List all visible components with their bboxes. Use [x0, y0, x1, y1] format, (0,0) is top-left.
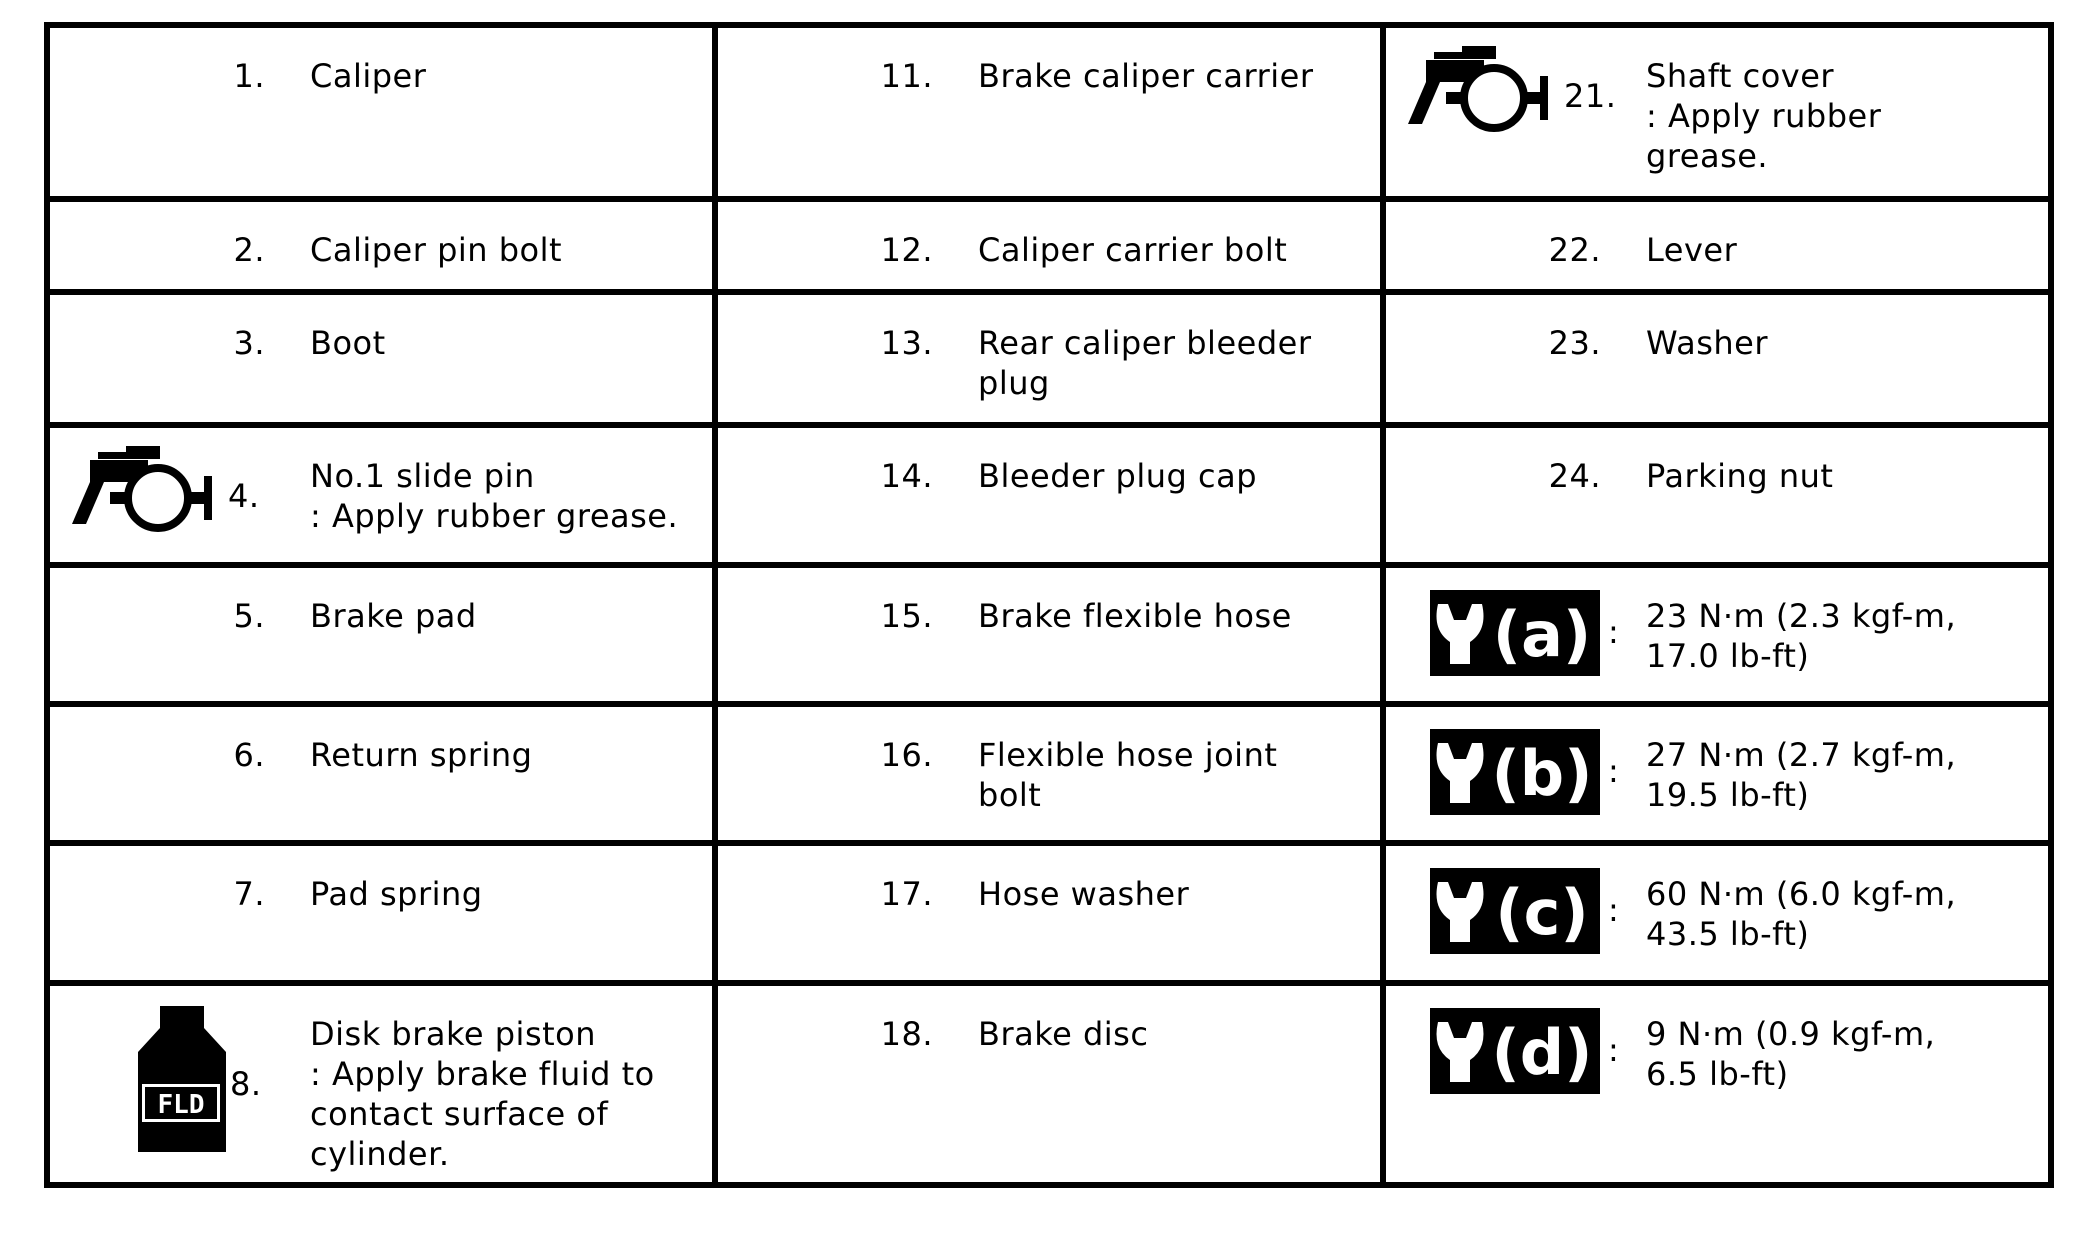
description-line: Rear caliper bleeder [978, 323, 1312, 362]
description-line: 6.5 lb-ft) [1646, 1054, 1789, 1093]
description-line: 19.5 lb-ft) [1646, 776, 1810, 814]
table-cell [47, 704, 715, 843]
part-description [978, 456, 1368, 496]
table-cell [715, 199, 1383, 292]
grease-gun-icon [70, 446, 220, 536]
part-number: 23. [1548, 323, 1601, 362]
description-line: 17.0 lb-ft) [1646, 636, 1810, 675]
table-cell [1383, 425, 2051, 564]
table-cell [47, 425, 715, 564]
part-number: 17. [880, 875, 933, 914]
table-cell [47, 25, 715, 199]
description-line: 23 N·m (2.3 kgf-m, [1646, 596, 1957, 635]
parts-table [44, 22, 2054, 1188]
table-cell [715, 843, 1383, 982]
part-number: 16. [880, 736, 933, 774]
part-number: 14. [880, 457, 933, 496]
torque-spec [1646, 1014, 2036, 1094]
parts-table-body [47, 25, 2051, 1185]
svg-text:(b): (b) [1491, 737, 1593, 810]
table-cell [47, 199, 715, 292]
part-number: 8. [230, 1064, 262, 1103]
table-cell [715, 983, 1383, 1185]
table-cell [1383, 843, 2051, 982]
table-row [47, 704, 2051, 843]
description-line: Pad spring [310, 875, 483, 914]
description-line: 60 N·m (6.0 kgf-m, [1646, 875, 1957, 914]
part-number: 18. [880, 1014, 933, 1053]
description-line: Return spring [310, 736, 533, 774]
part-description [1646, 230, 2036, 270]
part-description [310, 1014, 700, 1174]
svg-text:FLD: FLD [157, 1089, 205, 1120]
table-cell [715, 704, 1383, 843]
part-description [310, 230, 700, 270]
part-description [978, 735, 1368, 815]
description-line: : Apply rubber [1646, 97, 1882, 135]
part-number: 6. [233, 736, 265, 774]
description-line: : Apply brake fluid to [310, 1054, 655, 1093]
part-number: 13. [880, 323, 933, 362]
description-line: Brake pad [310, 596, 477, 635]
part-description [310, 56, 700, 96]
description-line: Boot [310, 323, 386, 362]
grease-gun-icon [1406, 46, 1556, 136]
part-description [978, 874, 1368, 914]
description-line: Brake disc [978, 1014, 1149, 1053]
description-line: Bleeder plug cap [978, 457, 1258, 496]
part-description [310, 874, 700, 914]
part-number: 3. [233, 323, 265, 362]
part-number: 2. [233, 230, 265, 269]
table-cell [1383, 292, 2051, 425]
torque-spec [1646, 596, 2036, 676]
part-number: 11. [880, 57, 933, 95]
table-cell [715, 425, 1383, 564]
part-description [310, 596, 700, 636]
description-line: Brake flexible hose [978, 596, 1292, 635]
description-line: : Apply rubber grease. [310, 497, 679, 536]
table-cell [715, 565, 1383, 704]
part-description [978, 323, 1368, 403]
description-line: Hose washer [978, 875, 1190, 914]
table-row [47, 292, 2051, 425]
part-description [978, 596, 1368, 636]
table-row [47, 983, 2051, 1185]
part-number: 12. [880, 230, 933, 269]
description-line: bolt [978, 776, 1042, 814]
part-number: 15. [880, 596, 933, 635]
part-number: 24. [1548, 457, 1601, 496]
part-description [978, 1014, 1368, 1054]
svg-text:(a): (a) [1492, 597, 1592, 671]
table-cell [47, 843, 715, 982]
description-line: Caliper [310, 57, 427, 95]
table-cell [1383, 565, 2051, 704]
torque-wrench-icon [1430, 868, 1600, 954]
table-row [47, 565, 2051, 704]
part-number: 4. [228, 477, 260, 516]
table-row [47, 199, 2051, 292]
table-cell [715, 292, 1383, 425]
description-line: Washer [1646, 323, 1768, 362]
part-number: 22. [1548, 230, 1601, 269]
torque-spec [1646, 735, 2036, 815]
description-line: Parking nut [1646, 457, 1834, 496]
description-line: contact surface of [310, 1094, 609, 1133]
description-line: Disk brake piston [310, 1014, 597, 1053]
part-description [978, 56, 1368, 96]
table-cell [715, 25, 1383, 199]
description-line: cylinder. [310, 1134, 450, 1173]
torque-wrench-icon [1430, 1008, 1600, 1094]
torque-wrench-icon [1430, 590, 1600, 676]
description-line: Shaft cover [1646, 57, 1835, 95]
part-number: 5. [233, 596, 265, 635]
svg-text:(d): (d) [1491, 1015, 1593, 1089]
description-line: grease. [1646, 137, 1769, 175]
table-cell [1383, 983, 2051, 1185]
description-line: 43.5 lb-ft) [1646, 915, 1810, 954]
table-cell [47, 292, 715, 425]
description-line: 9 N·m (0.9 kgf-m, [1646, 1014, 1936, 1053]
svg-text:(c): (c) [1495, 876, 1589, 950]
description-line: Caliper pin bolt [310, 230, 563, 269]
description-line: Lever [1646, 230, 1738, 269]
colon: : [1608, 752, 1619, 790]
colon: : [1608, 891, 1619, 930]
table-cell [1383, 199, 2051, 292]
part-description [1646, 456, 2036, 496]
part-description [1646, 323, 2036, 363]
part-number: 7. [233, 875, 265, 914]
description-line: Caliper carrier bolt [978, 230, 1288, 269]
table-cell [1383, 25, 2051, 199]
brake-fluid-bottle-icon [134, 1006, 230, 1152]
part-description [978, 230, 1368, 270]
description-line: No.1 slide pin [310, 457, 535, 496]
table-cell [47, 983, 715, 1185]
part-description [1646, 56, 2036, 176]
table-row [47, 25, 2051, 199]
colon: : [1608, 1030, 1619, 1069]
table-row [47, 843, 2051, 982]
torque-wrench-icon [1430, 729, 1600, 815]
colon: : [1608, 612, 1619, 651]
description-line: 27 N·m (2.7 kgf-m, [1646, 736, 1957, 774]
table-row [47, 425, 2051, 564]
part-description [310, 323, 700, 363]
description-line: plug [978, 363, 1050, 402]
description-line: Flexible hose joint [978, 736, 1278, 774]
torque-spec [1646, 874, 2036, 954]
part-number: 1. [233, 57, 265, 95]
part-description [310, 735, 700, 775]
part-number: 21. [1564, 77, 1617, 115]
table-cell [1383, 704, 2051, 843]
part-description [310, 456, 700, 536]
table-cell [47, 565, 715, 704]
description-line: Brake caliper carrier [978, 57, 1314, 95]
